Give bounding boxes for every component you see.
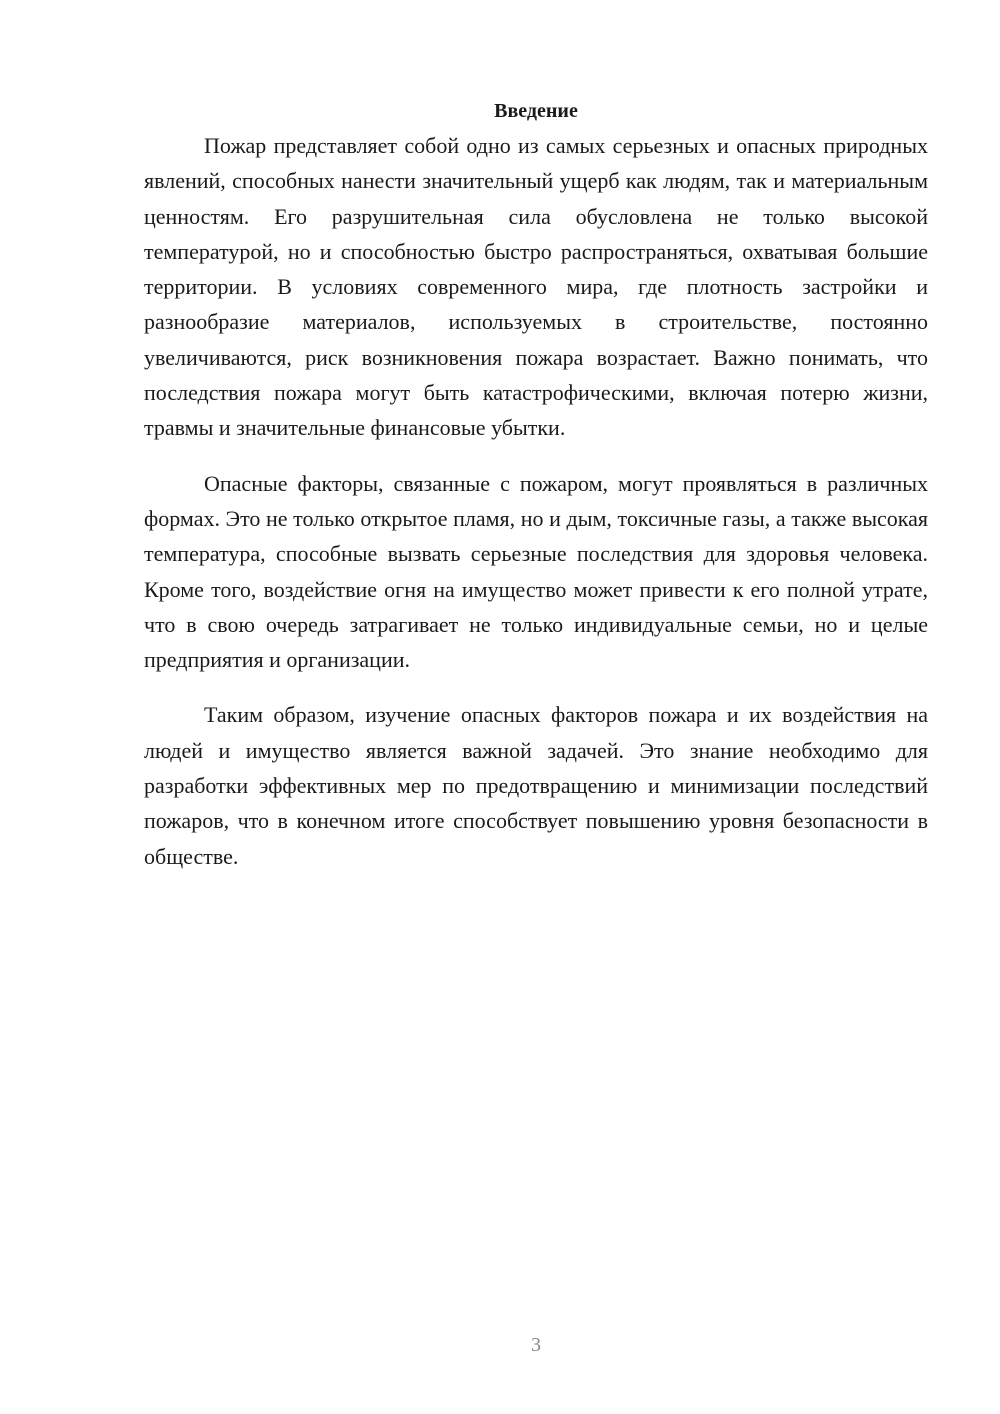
paragraph-2: Опасные факторы, связанные с пожаром, могут проявляться в различных формах. Это не только открытое пламя, но и дым, токсичные газы, а также высокая температура, способные вызвать серьезные последствия для здоровья человека. Кроме того, воздействие огня на имущество может привести к его полной утрате, что в свою очередь затрагивает не только индивидуальные семьи, но и целые предприятия и организации. <box>144 470 928 673</box>
section-title: Введение <box>494 100 578 122</box>
paragraph-1: Пожар представляет собой одно из самых серьезных и опасных природных явлений, способных нанести значительный ущерб как людям, так и материальным ценностям. Его разрушительная сила обусловлена не только высокой температурой, но и способностью быстро распространяться, охватывая большие территории. В условиях современного мира, где плотность застройки и разнообразие материалов, используемых в строительстве, постоянно увеличиваются, риск возникновения пожара возрастает. Важно понимать, что последствия пожара могут быть катастрофическими, включая потерю жизни, травмы и значительные финансовые убытки. <box>144 133 928 441</box>
page-number: 3 <box>531 1334 541 1356</box>
paragraph-3: Таким образом, изучение опасных факторов пожара и их воздействия на людей и имущество является важной задачей. Это знание необходимо для разработки эффективных мер по предотвращению и минимизации последствий пожаров, что в конечном итоге способствует повышению уровня безопасности в обществе. <box>144 702 928 869</box>
page-content <box>144 96 928 874</box>
